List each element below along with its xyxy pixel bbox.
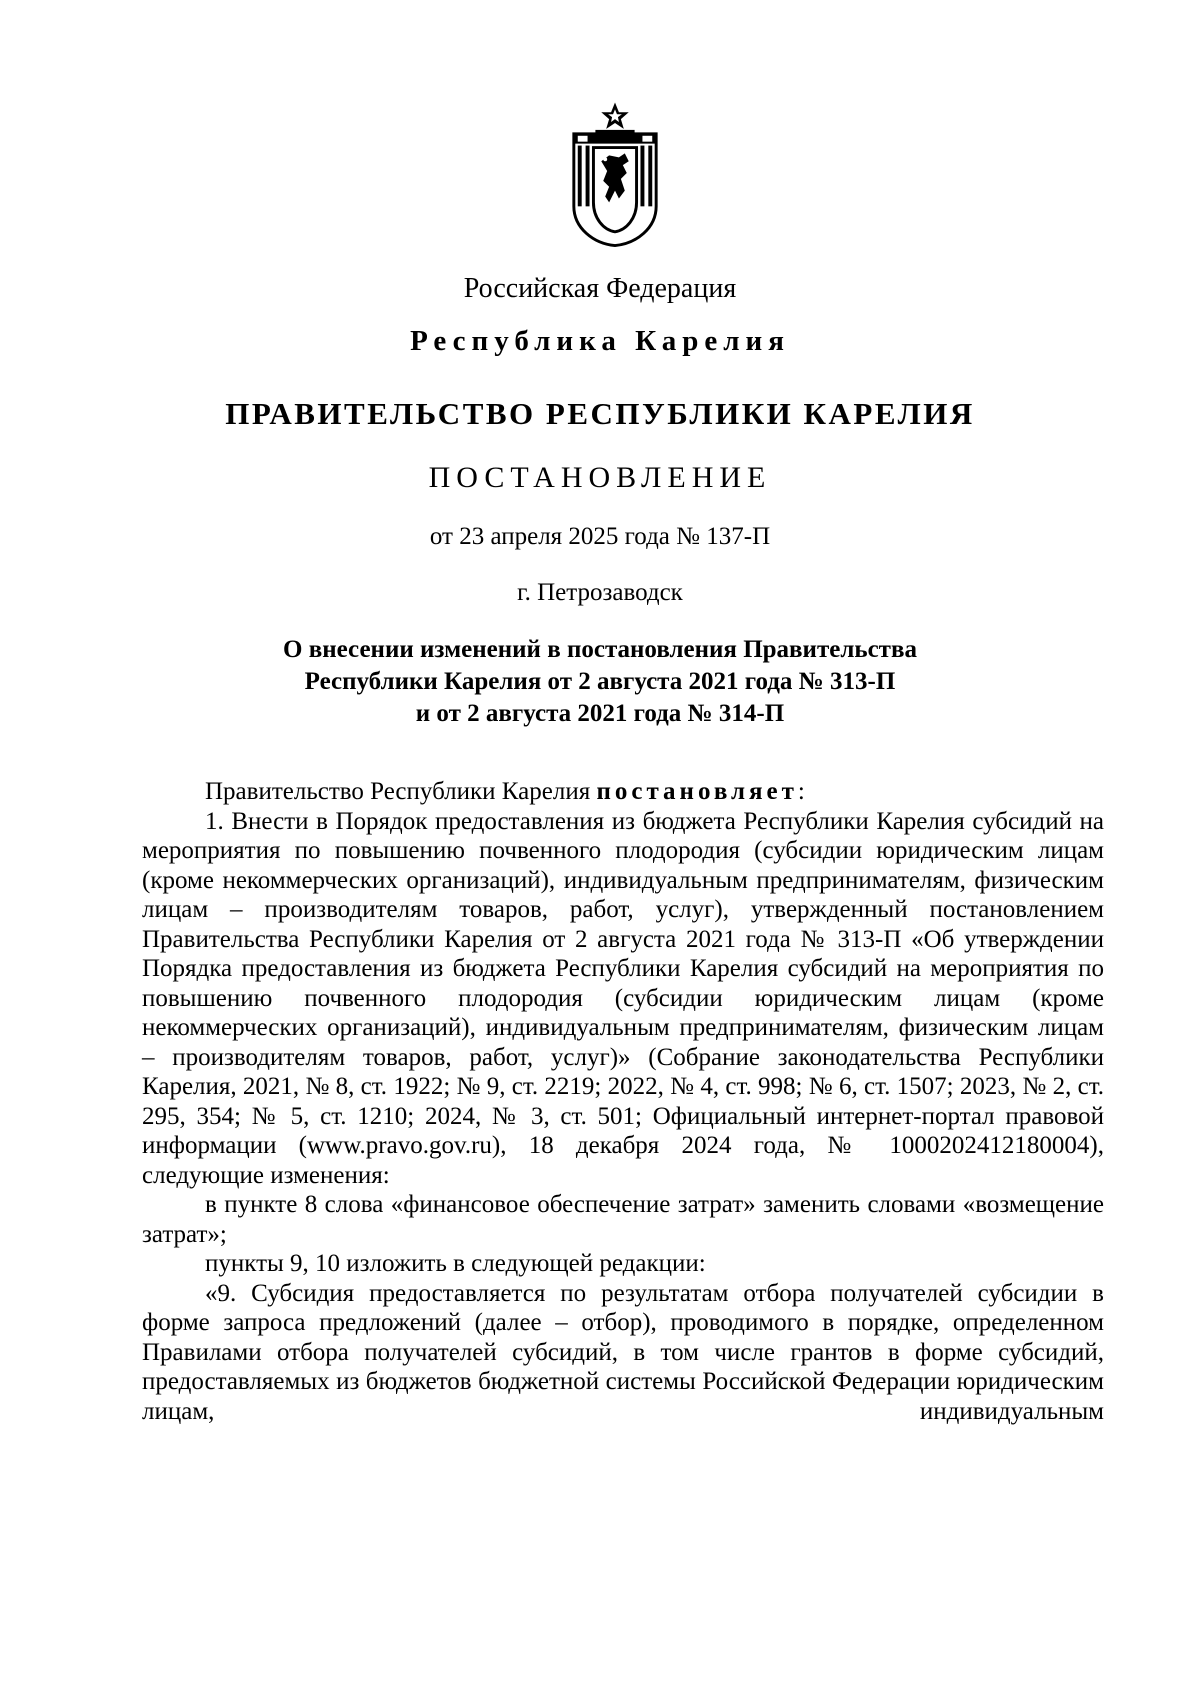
karelia-coat-of-arms-emblem <box>566 100 664 248</box>
paragraph-1: 1. Внести в Порядок предоставления из бюджета Республики Карелия субсидий на мероприятия по повышению почвенного плодородия (субсидии юридическим лицам (кроме некоммерческих организаций), индивидуальным предпринимателям, физическим лицам – производителям товаров, работ, услуг), утвержденный постановлением Правительства Республики Карелия от 2 августа 2021 года № 313-П «Об утверждении Порядка предоставления из бюджета Республики Карелия субсидий на мероприятия по повышению почвенного плодородия (субсидии юридическим лицам (кроме некоммерческих организаций), индивидуальным предпринимателям, физическим лицам – производителям товаров, работ, услуг)» (Собрание законодательства Республики Карелия, 2021, № 8, ст. 1922; № 9, ст. 2219; 2022, № 4, ст. 998; № 6, ст. 1507; 2023, № 2, ст. 295, 354; № 5, ст. 1210; 2024, № 3, ст. 501; Официальный интернет-портал правовой информации (www.pravo.gov.ru), 18 декабря 2024 года, № 1000202412180004), следующие изменения: <box>142 807 1104 1189</box>
document-body <box>142 777 1104 1426</box>
title-line: О внесении изменений в постановления Правительства <box>283 636 917 663</box>
government-name: ПРАВИТЕЛЬСТВО РЕСПУБЛИКИ КАРЕЛИЯ <box>225 396 975 431</box>
paragraph-4: «9. Субсидия предоставляется по результатам отбора получателей субсидии в форме запроса предложений (далее – отбор), проводимого в порядке, определенном Правилами отбора получателей субсидий, в том числе грантов в форме субсидий, предоставляемых из бюджетов бюджетной системы Российской Федерации юридическим лицам, индивидуальным <box>142 1279 1104 1425</box>
document-type: ПОСТАНОВЛЕНИЕ <box>428 461 772 494</box>
date-and-number: от 23 апреля 2025 года № 137-П <box>429 523 771 550</box>
intro-suffix: : <box>797 778 805 805</box>
city-name: г. Петрозаводск <box>517 579 683 606</box>
intro-prefix: Правительство Республики Карелия <box>205 778 591 805</box>
republic-name: Республика Карелия <box>410 325 790 357</box>
paragraph-2: в пункте 8 слова «финансовое обеспечение затрат» заменить словами «возмещение затрат»; <box>142 1191 1104 1248</box>
intro-paragraph <box>142 777 1104 807</box>
document-title <box>0 634 1200 730</box>
title-line: Республики Карелия от 2 августа 2021 года № 313-П <box>304 668 896 695</box>
country-name: Российская Федерация <box>463 273 737 304</box>
intro-verb: постановляет <box>596 778 798 805</box>
paragraph-3: пункты 9, 10 изложить в следующей редакции: <box>205 1250 706 1277</box>
title-line: и от 2 августа 2021 года № 314-П <box>415 700 785 727</box>
